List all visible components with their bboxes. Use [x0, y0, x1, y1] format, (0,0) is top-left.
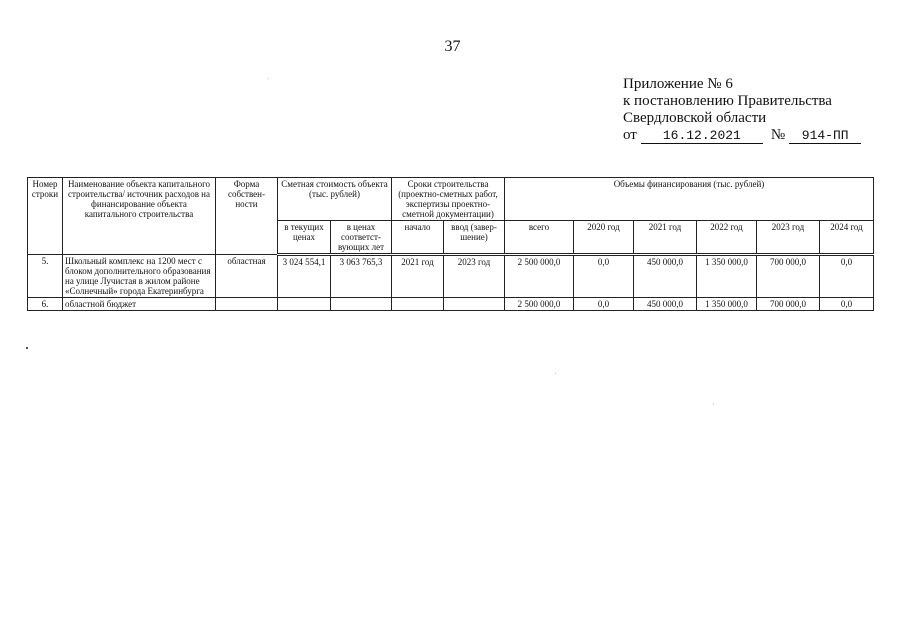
cell-2022: 1 350 000,0	[697, 298, 757, 311]
cell-end: 2023 год	[444, 255, 505, 298]
cell-name: областной бюджет	[63, 298, 216, 311]
header-row-number: Номер строки	[28, 178, 63, 255]
scan-speck	[713, 404, 714, 405]
cell-start: 2021 год	[392, 255, 444, 298]
header-ownership: Форма собствен-ности	[216, 178, 278, 255]
cell-cost-current: 3 024 554,1	[278, 255, 331, 298]
header-total: всего	[505, 221, 574, 255]
header-financing: Объемы финансирования (тыс. рублей)	[505, 178, 874, 221]
header-2022: 2022 год	[697, 221, 757, 255]
from-label: от	[623, 127, 637, 143]
cell-ownership	[216, 298, 278, 311]
cell-cost-current	[278, 298, 331, 311]
header-2024: 2024 год	[820, 221, 874, 255]
cell-2023: 700 000,0	[757, 298, 820, 311]
cell-2020: 0,0	[574, 298, 634, 311]
cell-total: 2 500 000,0	[505, 298, 574, 311]
table-header-row-1	[28, 178, 874, 221]
table-row	[28, 298, 874, 311]
appendix-title: Приложение № 6	[623, 76, 733, 92]
scan-speck	[268, 78, 269, 79]
header-commissioning: ввод (завер-шение)	[444, 221, 505, 255]
header-object-name: Наименование объекта капитального строительства/ источник расходов на финансирование объекта капитального строительства	[63, 178, 216, 255]
table-row	[28, 255, 874, 298]
cell-2020: 0,0	[574, 255, 634, 298]
header-current-prices: в текущих ценах	[278, 221, 331, 255]
financing-table	[27, 177, 874, 311]
header-2021: 2021 год	[634, 221, 697, 255]
cell-total: 2 500 000,0	[505, 255, 574, 298]
cell-end	[444, 298, 505, 311]
cell-2021: 450 000,0	[634, 298, 697, 311]
decree-number: 914-ПП	[789, 128, 861, 144]
cell-cost-years	[331, 298, 392, 311]
cell-ownership: областная	[216, 255, 278, 298]
header-2020: 2020 год	[574, 221, 634, 255]
header-estimated-cost: Сметная стоимость объекта (тыс. рублей)	[278, 178, 392, 221]
cell-num: 5.	[28, 255, 63, 298]
cell-2022: 1 350 000,0	[697, 255, 757, 298]
decree-date: 16.12.2021	[641, 128, 763, 144]
header-construction-period: Сроки строительства (проектно-сметных работ, экспертизы проектно-сметной документации)	[392, 178, 505, 221]
header-corresponding-prices: в ценах соответст-вующих лет	[331, 221, 392, 255]
header-2023: 2023 год	[757, 221, 820, 255]
cell-name: Школьный комплекс на 1200 мест с блоком дополнительного образования на улице Лучистая в жилом районе «Солнечный» города Екатеринбурга	[63, 255, 216, 298]
cell-cost-years: 3 063 765,3	[331, 255, 392, 298]
cell-2023: 700 000,0	[757, 255, 820, 298]
scan-speck	[555, 373, 556, 374]
appendix-block	[623, 76, 883, 144]
number-sign: №	[770, 127, 786, 143]
cell-2021: 450 000,0	[634, 255, 697, 298]
appendix-decree-line: к постановлению Правительства	[623, 93, 832, 109]
appendix-date-line	[623, 127, 883, 144]
scan-dot	[26, 347, 28, 349]
header-start: начало	[392, 221, 444, 255]
cell-num: 6.	[28, 298, 63, 311]
cell-2024: 0,0	[820, 298, 874, 311]
appendix-region-line: Свердловской области	[623, 110, 767, 126]
cell-2024: 0,0	[820, 255, 874, 298]
cell-start	[392, 298, 444, 311]
page-number: 37	[444, 38, 461, 55]
